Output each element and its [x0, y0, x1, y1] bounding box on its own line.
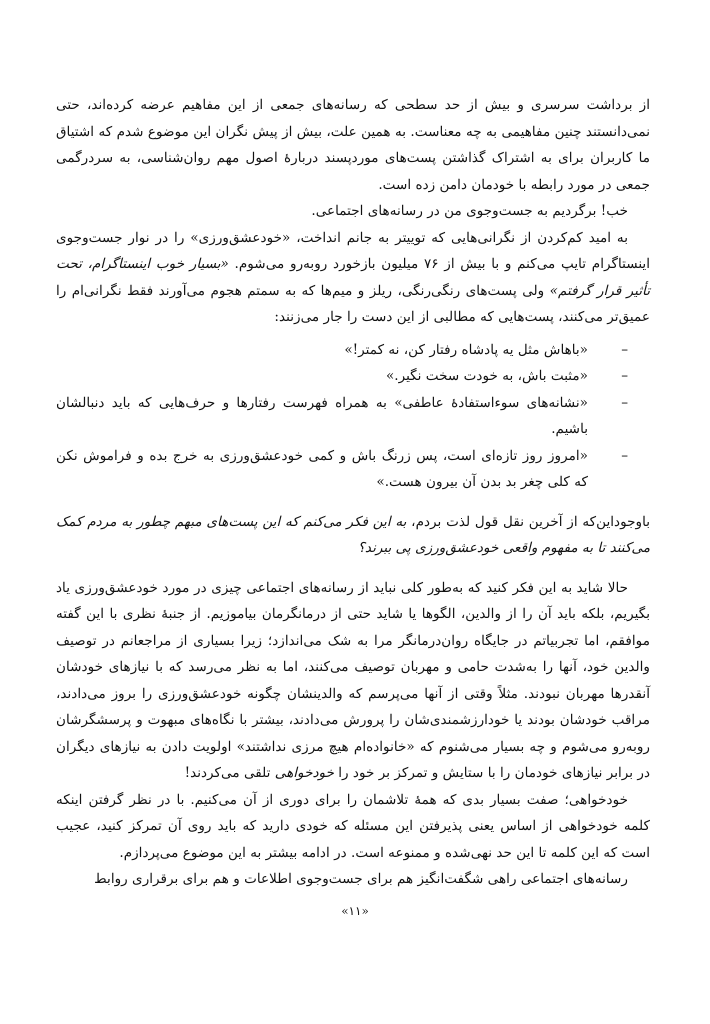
paragraph-5 — [56, 575, 650, 787]
paragraph-7: رسانه‌های اجتماعی راهی شگفت‌انگیز هم برای جست‌وجوی اطلاعات و هم برای برقراری روابط — [94, 871, 628, 887]
paragraph-3 — [56, 225, 650, 331]
paragraph-1: از برداشت سرسری و بیش از حد سطحی که رسانه‌های جمعی از این مفاهیم عرضه کرده‌اند، حتی نمی‌دانستند چنین مفاهیمی به چه معناست. به همین علت، بیش از پیش نگران این موضوع شدم که اشتیاق ما کاربران برای به اشتراک گذاشتن پست‌های موردپسند دربارهٔ اصول مهم روان‌شناسی، به سردرگمی جمعی در مورد رابطه با خودمان دامن زده است. — [56, 97, 650, 193]
quote-list — [56, 337, 650, 496]
list-item: – «نشانه‌های سوءاستفادهٔ عاطفی» به همراه فهرست رفتارها و حرف‌هایی که باید دنبالشان باشیم. — [56, 390, 628, 443]
paragraph-4-italic: به این فکر می‌کنم که این پست‌های مبهم چطور به مردم کمک می‌کنند تا به مفهوم واقعی خودعشق‌ورزی پی ببرند؟ — [56, 513, 650, 556]
paragraph-2: خب! برگردیم به جست‌وجوی من در رسانه‌های اجتماعی. — [311, 203, 628, 219]
paragraph-5-start: حالا شاید به این فکر کنید که به‌طور کلی نباید از رسانه‌های اجتماعی چیزی در مورد خودعشق‌ورزی یاد بگیریم، بلکه باید آن را از والدین، الگوها یا شاید حتی از درمانگرمان بیاموزیم. از جنبهٔ نظری با این گفته موافقم، اما تجربیاتم در جایگاه روان‌درمانگر مرا به شک می‌اندازد؛ زیرا بسیاری از مراجعانم در توصیف والدین خود، آنها را به‌شدت حامی و مهربان توصیف می‌کنند، اما به نظر می‌رسد که با نیازهای خودشان آنقدرها مهربان نبودند. مثلاً وقتی از آنها می‌پرسم که والدینشان چگونه خودعشق‌ورزی را بروز می‌دادند، مراقب خودشان بودند یا خودارزشمندی‌شان را پرورش می‌دادند، بیشتر با نگاه‌های مبهوت و پرسشگرشان روبه‌رو می‌شوم و چه بسیار می‌شنوم که «خانواده‌ام هیچ مرزی نداشتند» اولویت دادن به نیازهای دیگران در برابر نیازهای خودمان را با ستایش و تمرکز بر خود را — [56, 579, 650, 781]
body-text — [56, 92, 650, 893]
paragraph-4-start: باوجوداین‌که از آخرین نقل قول لذت بردم، — [406, 513, 650, 530]
paragraph-5-end: تلقی می‌کردند! — [184, 765, 275, 781]
paragraph-3-start: به امید کم‌کردن از نگرانی‌هایی که توییتر به جانم انداخت، «خودعشق‌ورزی» را در نوار جست‌وجوی اینستاگرام تایپ می‌کنم و با بیش از ۷۶ میلیون بازخورد روبه‌رو می‌شوم. — [56, 229, 650, 272]
page-number: «۱۱» — [341, 904, 369, 918]
list-item: – «باهاش مثل یه پادشاه رفتار کن، نه کمتر!» — [56, 337, 628, 364]
paragraph-3-italic: «بسیار خوب اینستاگرام، تحت تأثیر قرار گرفتم» — [56, 256, 650, 299]
list-item: – «مثبت باش، به خودت سخت نگیر.» — [56, 363, 628, 390]
list-item: – «امروز روز تازه‌ای است، پس زرنگ باش و کمی خودعشق‌ورزی به خرج بده و فراموش نکن که کلی چغر بد بدن آن بیرون هست.» — [56, 443, 628, 496]
paragraph-3-end: ولی پست‌های رنگی‌رنگی، ریلز و میم‌ها که به سمتم هجوم می‌آورند فقط نگرانی‌ام را عمیق‌تر می‌کنند، پست‌هایی که مطالبی از این دست را جار می‌زنند: — [56, 282, 650, 325]
paragraph-6: خودخواهی؛ صفت بسیار بدی که همهٔ تلاشمان را برای دوری از آن می‌کنیم. با در نظر گرفتن اینکه کلمه خودخواهی از اساس یعنی پذیرفتن این مسئله که خودی دارید که باید روی آن تمرکز کنید، عجیب است که این کلمه تا این حد نهی‌شده و ممنوعه است. در ادامه بیشتر به این موضوع می‌پردازم. — [56, 791, 650, 861]
paragraph-4 — [56, 509, 650, 562]
paragraph-5-italic: خودخواهی — [274, 765, 334, 781]
